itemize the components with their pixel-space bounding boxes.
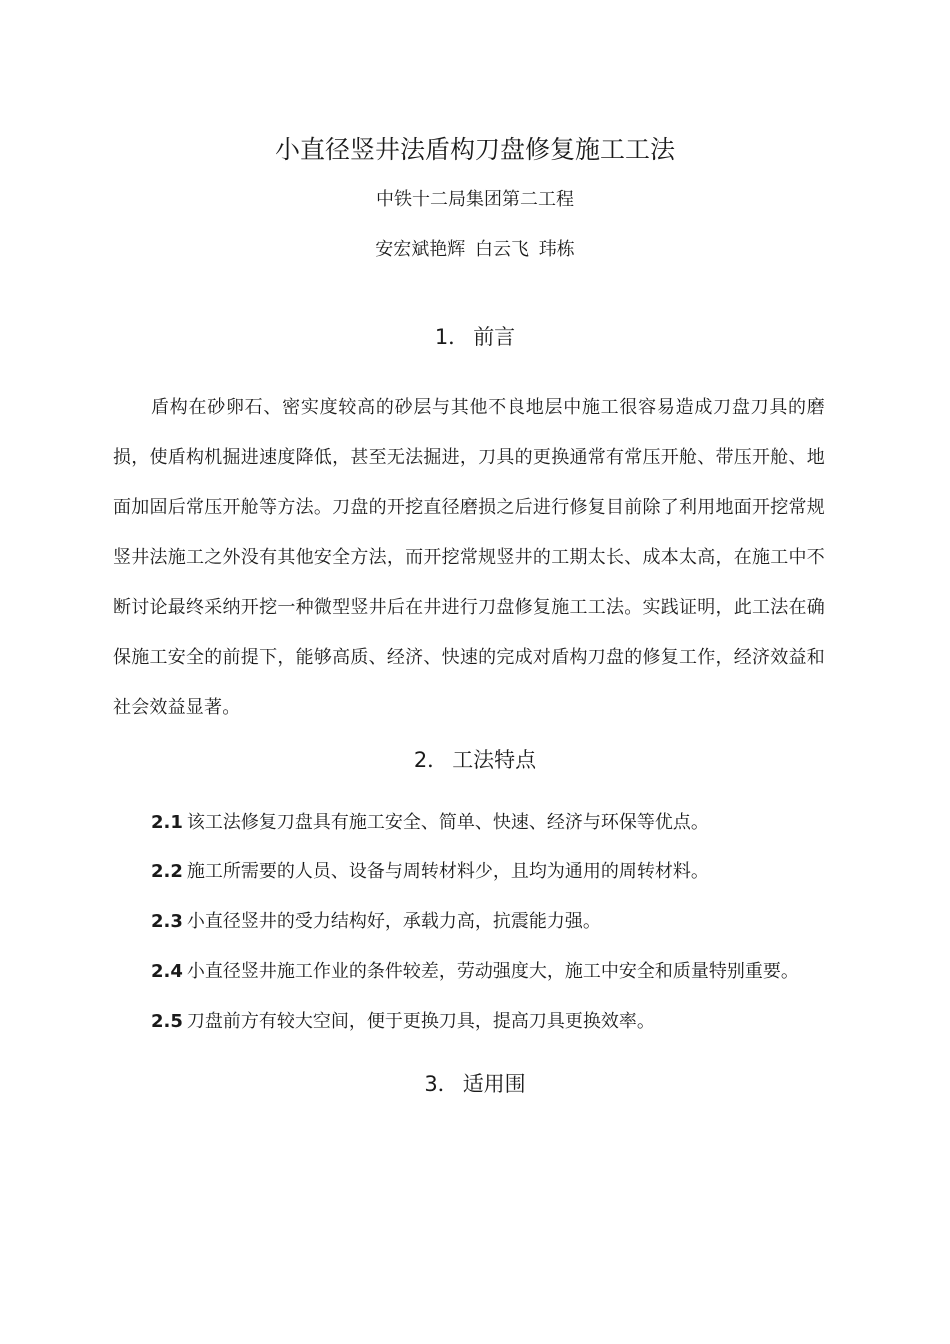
section-title: 适用围 — [462, 1072, 526, 1096]
feature-item — [151, 907, 851, 937]
section-number: 1． — [434, 325, 470, 349]
item-number: 2.1 — [151, 812, 183, 833]
feature-item — [151, 857, 851, 887]
item-number: 2.5 — [151, 1011, 183, 1032]
feature-item — [151, 808, 851, 838]
intro-paragraph: 盾构在砂卵石、密实度较高的砂层与其他不良地层中施工很容易造成刀盘刀具的磨损，使盾构机掘进速度降低，甚至无法掘进，刀具的更换通常有常压开舱、带压开舱、地面加固后常压开舱等方法。刀盘的开挖直径磨损之后进行修复目前除了利用地面开挖常规竖井法施工之外没有其他安全方法，而开挖常规竖井的工期太长、成本太高，在施工中不断讨论最终采纳开挖一种微型竖井后在井进行刀盘修复施工工法。实践证明，此工法在确保施工安全的前提下，能够高质、经济、快速的完成对盾构刀盘的修复工作，经济效益和社会效益显著。 — [113, 397, 825, 718]
document-title: 小直径竖井法盾构刀盘修复施工工法 — [274, 135, 675, 164]
item-text: 该工法修复刀盘具有施工安全、简单、快速、经济与环保等优点。 — [186, 812, 709, 833]
section-title: 前言 — [473, 325, 516, 349]
item-number: 2.2 — [151, 861, 183, 882]
item-text: 刀盘前方有较大空间，便于更换刀具，提高刀具更换效率。 — [186, 1011, 655, 1032]
organization: 中铁十二局集团第二工程 — [376, 189, 574, 210]
section-heading-3 — [0, 1069, 950, 1099]
section-heading-2 — [0, 745, 950, 775]
section-number: 3． — [424, 1072, 459, 1096]
item-text: 小直径竖井的受力结构好，承载力高，抗震能力强。 — [186, 911, 601, 932]
item-text: 施工所需要的人员、设备与周转材料少，且均为通用的周转材料。 — [186, 861, 709, 882]
section-number: 2． — [413, 748, 449, 772]
item-number: 2.3 — [151, 911, 183, 932]
authors: 安宏斌艳辉 白云飞 玮栋 — [375, 239, 575, 260]
section-title: 工法特点 — [452, 748, 537, 772]
item-text: 小直径竖井施工作业的条件较差，劳动强度大，施工中安全和质量特别重要。 — [186, 961, 799, 982]
item-number: 2.4 — [151, 961, 183, 982]
feature-item — [151, 957, 851, 987]
feature-item — [151, 1007, 851, 1037]
section-heading-1 — [0, 322, 950, 352]
